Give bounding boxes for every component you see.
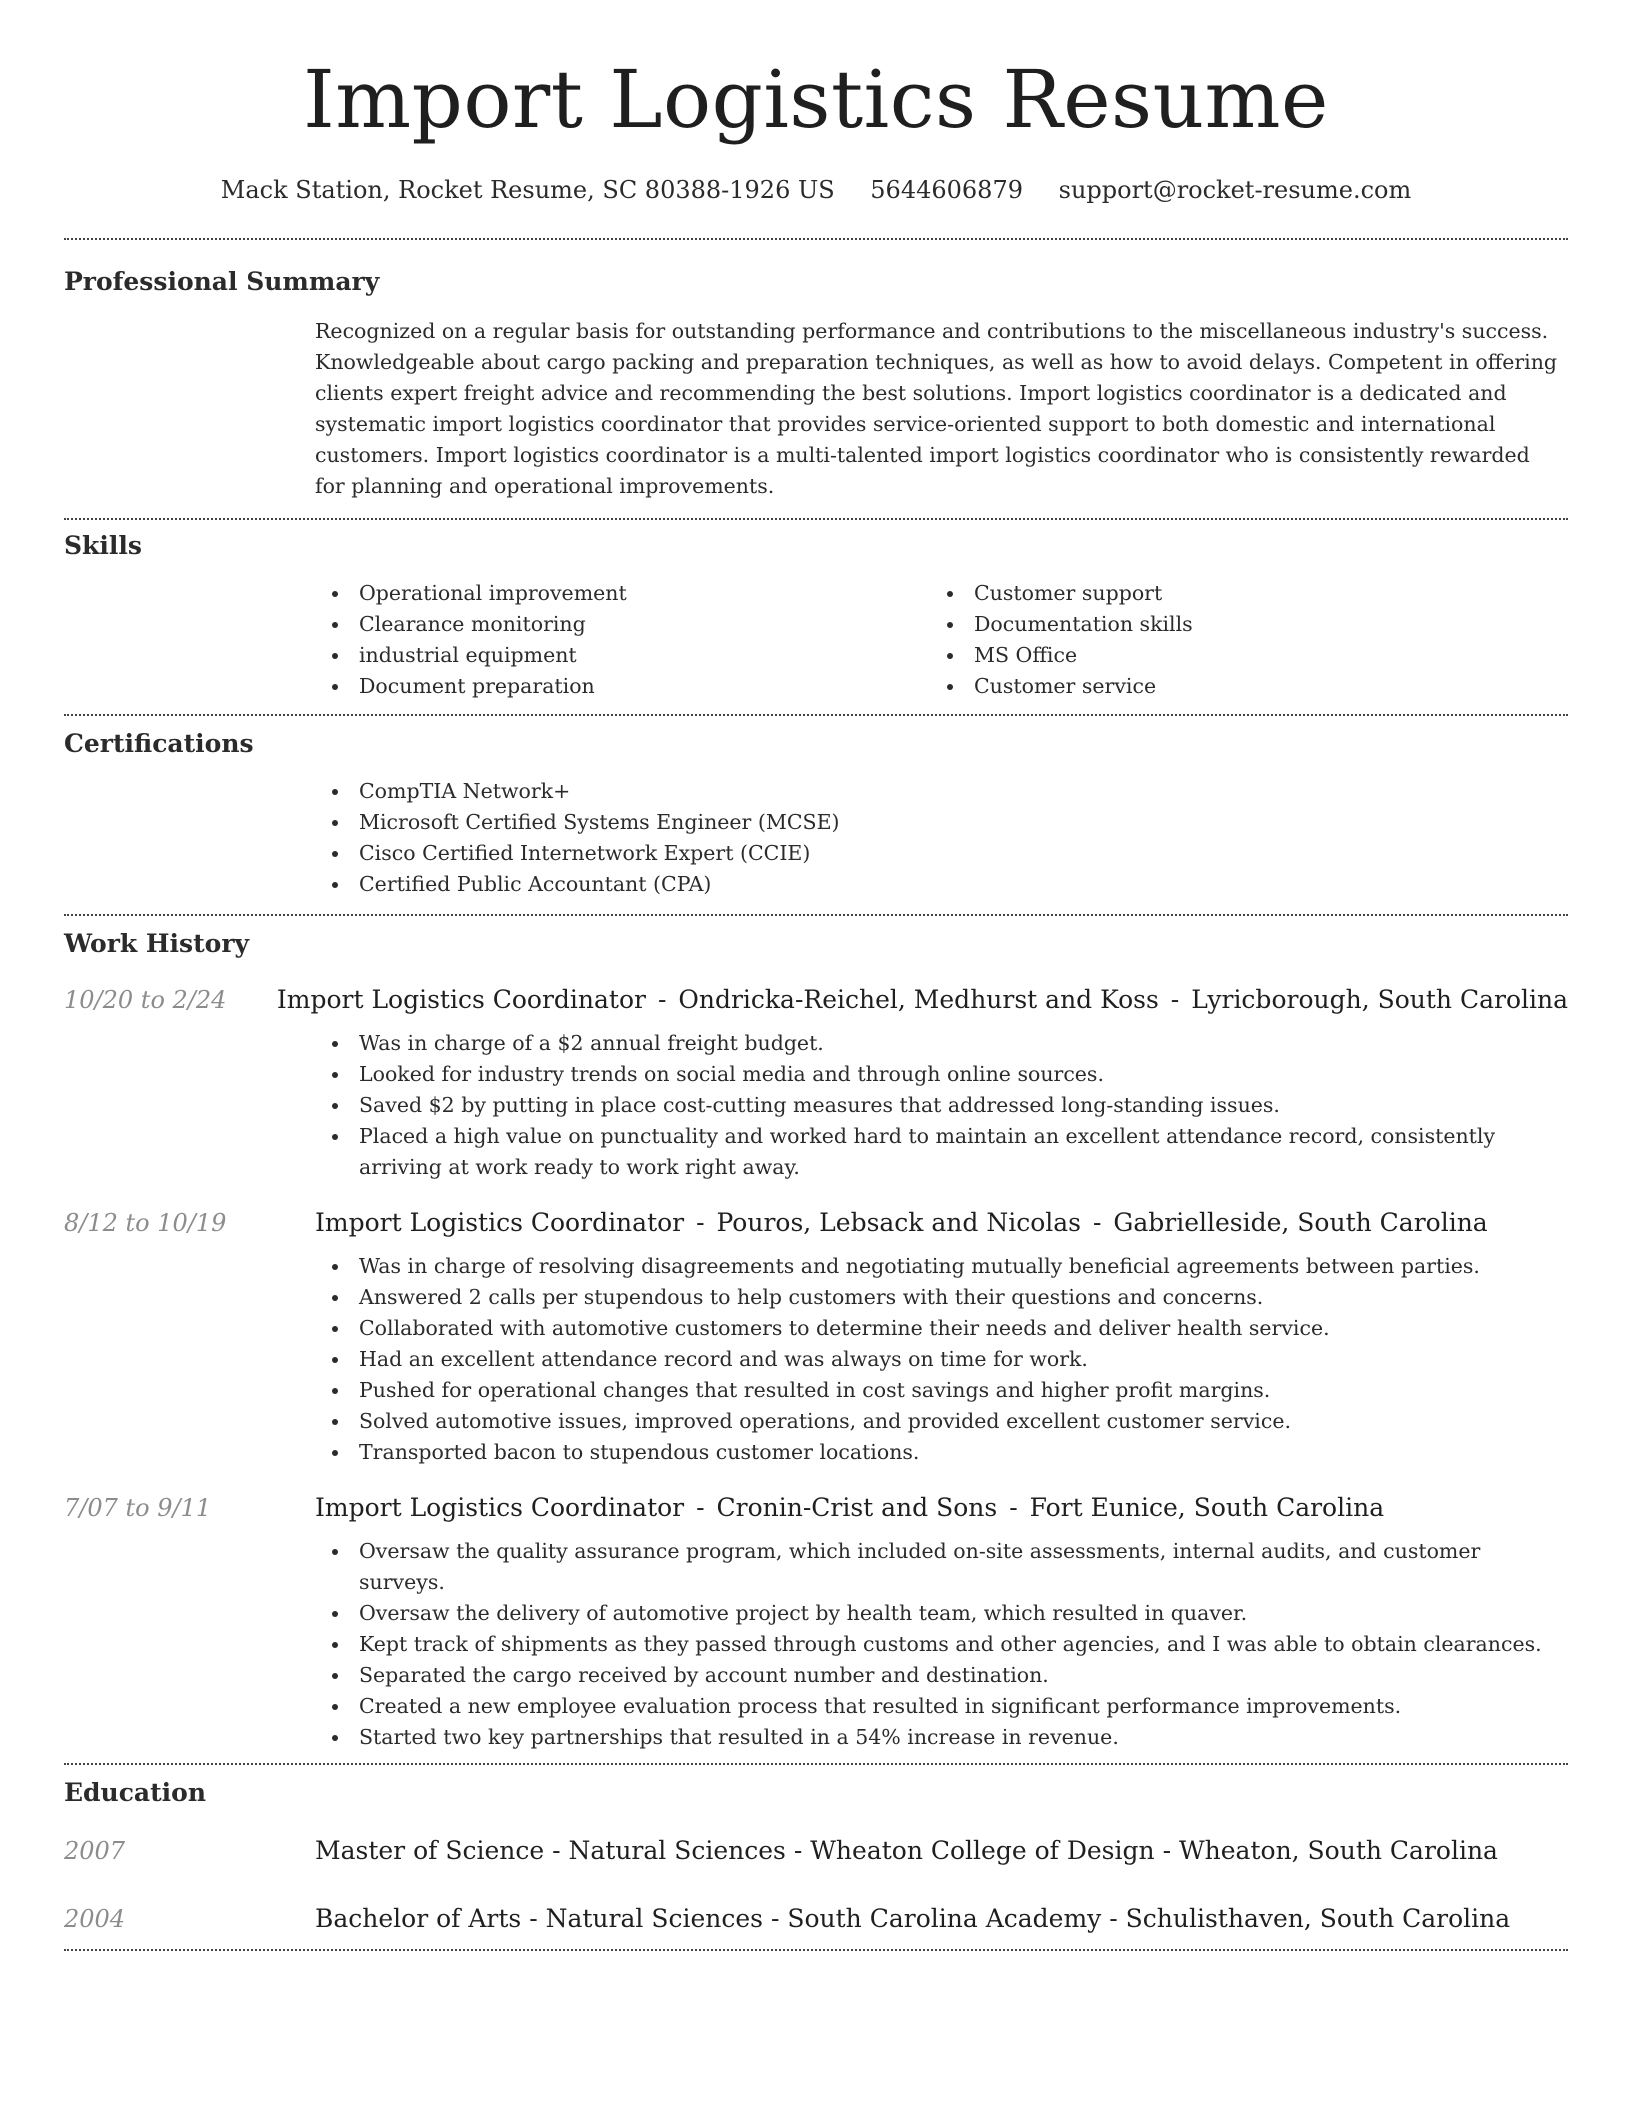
skills-heading: Skills bbox=[64, 531, 142, 560]
contact-line bbox=[64, 176, 1568, 204]
separator: - bbox=[793, 1836, 803, 1865]
certifications-list bbox=[315, 776, 1560, 900]
education-section bbox=[64, 1765, 1568, 1949]
separator: - bbox=[552, 1836, 561, 1865]
job-bullet: Had an excellent attendance record and was always on time for work. bbox=[315, 1344, 1560, 1375]
job-entry bbox=[64, 984, 1568, 1183]
job-bullet-list bbox=[64, 1028, 1568, 1183]
contact-email: support@rocket-resume.com bbox=[1058, 176, 1412, 204]
education-school: Wheaton College of Design bbox=[810, 1836, 1155, 1865]
separator: - bbox=[696, 1208, 705, 1237]
education-field: Natural Sciences bbox=[568, 1836, 786, 1865]
certification-item: CompTIA Network+ bbox=[315, 776, 1560, 807]
education-details bbox=[315, 1903, 1510, 1935]
job-bullet: Placed a high value on punctuality and worked hard to maintain an excellent attendance record, consistently arriving at work ready to work right away. bbox=[315, 1121, 1560, 1183]
skill-item: Operational improvement bbox=[315, 578, 930, 609]
education-degree: Bachelor of Arts bbox=[315, 1904, 522, 1933]
education-location: Wheaton, South Carolina bbox=[1178, 1836, 1498, 1865]
certification-item: Certified Public Accountant (CPA) bbox=[315, 869, 1560, 900]
skills-section bbox=[64, 520, 1568, 714]
job-bullet: Was in charge of a $2 annual freight budget. bbox=[315, 1028, 1560, 1059]
job-bullet: Solved automotive issues, improved operations, and provided excellent customer service. bbox=[315, 1406, 1560, 1437]
education-entry bbox=[64, 1903, 1568, 1935]
job-heading bbox=[315, 1492, 1384, 1524]
job-bullet-list bbox=[64, 1536, 1568, 1753]
skill-item: Documentation skills bbox=[930, 609, 1545, 640]
certification-item: Cisco Certified Internetwork Expert (CCIE) bbox=[315, 838, 1560, 869]
education-degree: Master of Science bbox=[315, 1836, 545, 1865]
contact-address: Mack Station, Rocket Resume, SC 80388-1926 US bbox=[220, 176, 835, 204]
education-year: 2007 bbox=[64, 1837, 126, 1865]
education-details bbox=[315, 1835, 1498, 1867]
certification-item: Microsoft Certified Systems Engineer (MCSE) bbox=[315, 807, 1560, 838]
skill-item: industrial equipment bbox=[315, 640, 930, 671]
contact-phone: 5644606879 bbox=[870, 176, 1023, 204]
job-bullet: Transported bacon to stupendous customer locations. bbox=[315, 1437, 1560, 1468]
separator: - bbox=[1162, 1836, 1172, 1865]
education-heading: Education bbox=[64, 1778, 207, 1807]
job-title: Import Logistics Coordinator bbox=[276, 985, 646, 1014]
separator: - bbox=[1009, 1493, 1018, 1522]
separator: - bbox=[770, 1904, 780, 1933]
job-dates: 7/07 to 9/11 bbox=[64, 1494, 212, 1522]
skill-item: MS Office bbox=[930, 640, 1545, 671]
job-bullet: Oversaw the delivery of automotive project by health team, which resulted in quaver. bbox=[315, 1598, 1560, 1629]
work-history-section bbox=[64, 916, 1568, 1763]
job-bullet: Separated the cargo received by account number and destination. bbox=[315, 1660, 1560, 1691]
job-title: Import Logistics Coordinator bbox=[315, 1208, 685, 1237]
job-bullet: Answered 2 calls per stupendous to help customers with their questions and concerns. bbox=[315, 1282, 1560, 1313]
separator: - bbox=[1092, 1208, 1102, 1237]
job-company: Cronin-Crist and Sons bbox=[716, 1493, 998, 1522]
separator: - bbox=[1109, 1904, 1118, 1933]
job-title: Import Logistics Coordinator bbox=[315, 1493, 685, 1522]
skills-list-right bbox=[930, 578, 1545, 702]
skills-list-left bbox=[315, 578, 930, 702]
certifications-heading: Certifications bbox=[64, 729, 254, 758]
separator: - bbox=[696, 1493, 705, 1522]
skill-item: Customer support bbox=[930, 578, 1545, 609]
job-dates: 8/12 to 10/19 bbox=[64, 1209, 227, 1237]
job-location: Gabrielleside, South Carolina bbox=[1113, 1208, 1488, 1237]
job-bullet: Was in charge of resolving disagreements and negotiating mutually beneficial agreements between parties. bbox=[315, 1251, 1560, 1282]
summary-text: Recognized on a regular basis for outstanding performance and contributions to the miscellaneous industry's success. Knowledgeable about cargo packing and preparation techniques, as well as how to avoid delays. Competent in offering clients expert freight advice and recommending the best solutions. Import logistics coordinator is a dedicated and systematic import logistics coordinator that provides service-oriented support to both domestic and international customers. Import logistics coordinator is a multi-talented import logistics coordinator who is consistently rewarded for planning and operational improvements. bbox=[315, 319, 1558, 498]
job-location: Fort Eunice, South Carolina bbox=[1029, 1493, 1385, 1522]
education-school: South Carolina Academy bbox=[787, 1904, 1102, 1933]
job-company: Ondricka-Reichel, Medhurst and Koss bbox=[678, 985, 1159, 1014]
job-bullet: Kept track of shipments as they passed through customs and other agencies, and I was able to obtain clearances. bbox=[315, 1629, 1560, 1660]
job-bullet-list bbox=[64, 1251, 1568, 1468]
summary-section bbox=[64, 240, 1568, 518]
job-bullet: Saved $2 by putting in place cost-cutting measures that addressed long-standing issues. bbox=[315, 1090, 1560, 1121]
education-location: Schulisthaven, South Carolina bbox=[1125, 1904, 1511, 1933]
education-year: 2004 bbox=[64, 1905, 126, 1933]
skill-item: Clearance monitoring bbox=[315, 609, 930, 640]
job-bullet: Created a new employee evaluation process that resulted in significant performance improvements. bbox=[315, 1691, 1560, 1722]
separator: - bbox=[1170, 985, 1180, 1014]
job-location: Lyricborough, South Carolina bbox=[1191, 985, 1568, 1014]
job-bullet: Started two key partnerships that resulted in a 54% increase in revenue. bbox=[315, 1722, 1560, 1753]
certifications-section bbox=[64, 716, 1568, 914]
job-entry bbox=[64, 1492, 1568, 1763]
job-dates: 10/20 to 2/24 bbox=[64, 986, 227, 1014]
skill-item: Document preparation bbox=[315, 671, 930, 702]
job-company: Pouros, Lebsack and Nicolas bbox=[716, 1208, 1082, 1237]
education-entry bbox=[64, 1835, 1568, 1867]
job-heading bbox=[315, 1207, 1488, 1239]
job-bullet: Pushed for operational changes that resulted in cost savings and higher profit margins. bbox=[315, 1375, 1560, 1406]
separator: - bbox=[529, 1904, 538, 1933]
job-heading bbox=[277, 984, 1568, 1016]
job-bullet: Collaborated with automotive customers to determine their needs and deliver health service. bbox=[315, 1313, 1560, 1344]
job-bullet: Looked for industry trends on social media and through online sources. bbox=[315, 1059, 1560, 1090]
education-field: Natural Sciences bbox=[545, 1904, 763, 1933]
job-bullet: Oversaw the quality assurance program, which included on-site assessments, internal audits, and customer surveys. bbox=[315, 1536, 1560, 1598]
skill-item: Customer service bbox=[930, 671, 1545, 702]
section-divider bbox=[64, 1949, 1568, 1951]
job-entry bbox=[64, 1207, 1568, 1468]
summary-heading: Professional Summary bbox=[64, 267, 380, 296]
separator: - bbox=[657, 985, 667, 1014]
work-history-heading: Work History bbox=[64, 929, 250, 958]
resume-title: Import Logistics Resume bbox=[303, 53, 1329, 146]
